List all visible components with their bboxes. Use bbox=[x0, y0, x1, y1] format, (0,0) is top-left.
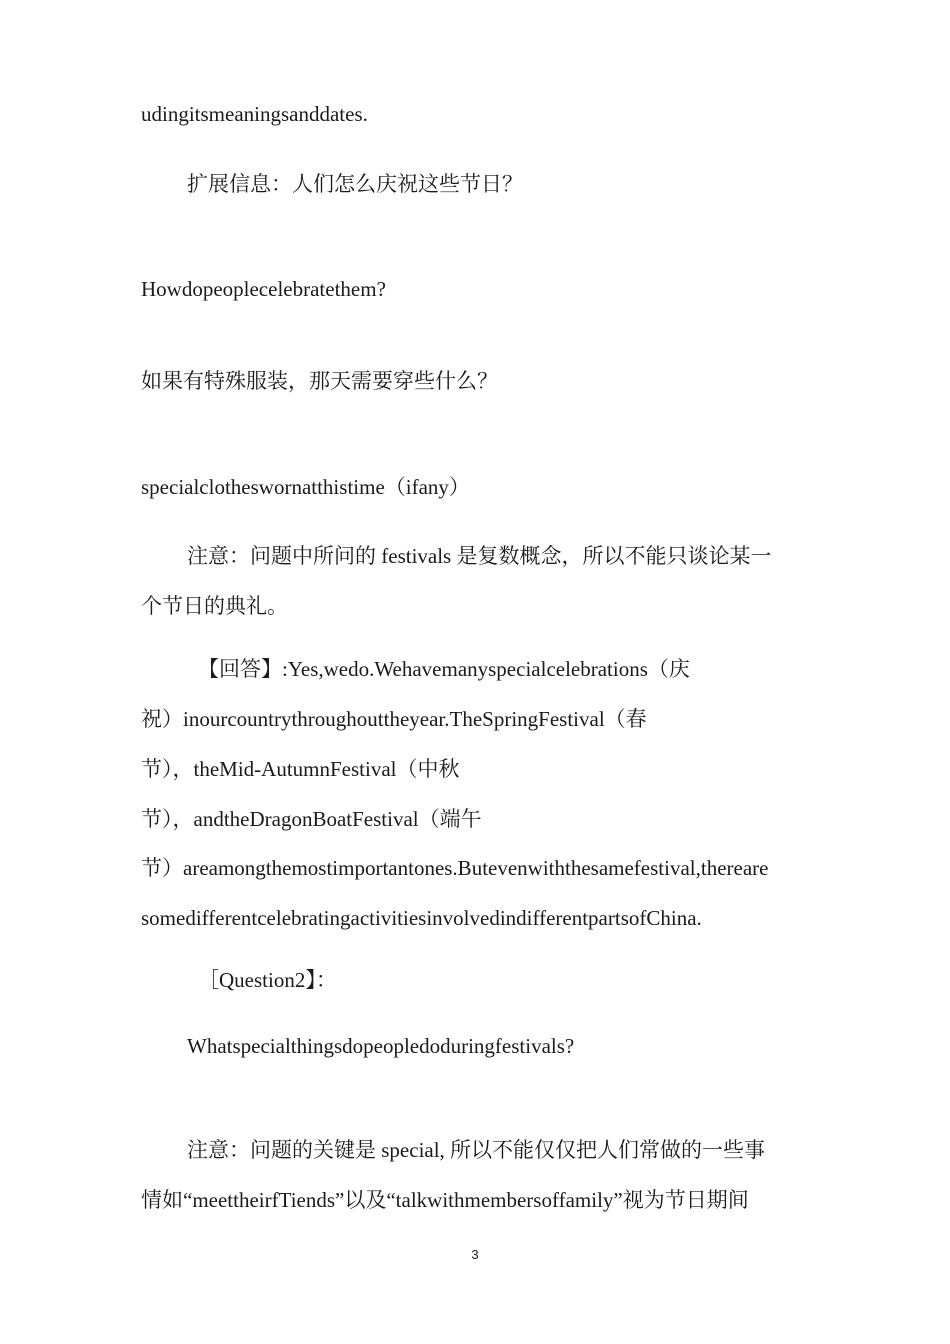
text-line-11: 节），andtheDragonBoatFestival（端午 bbox=[141, 807, 482, 831]
text-line-3: Howdopeoplecelebratethem? bbox=[141, 277, 386, 301]
text-line-13: somedifferentcelebratingactivitiesinvolvedindifferentpartsofChina. bbox=[141, 906, 702, 930]
text-line-15: Whatspecialthingsdopeopledoduringfestivals? bbox=[187, 1034, 575, 1058]
text-line-4: 如果有特殊服装，那天需要穿些什么？ bbox=[141, 369, 498, 393]
text-line-17: 情如“meettheirfTiends”以及“talkwithmembersoffamily”视为节日期间 bbox=[141, 1188, 749, 1212]
text-line-8: 【回答】:Yes,wedo.Wehavemanyspecialcelebrations（庆 bbox=[198, 657, 690, 681]
text-line-12: 节）areamongthemostimportantones.Butevenwiththesamefestival,thereare bbox=[141, 856, 769, 880]
text-line-14: ［Question2】： bbox=[198, 968, 337, 992]
text-line-10: 节），theMid-AutumnFestival（中秋 bbox=[141, 757, 460, 781]
text-line-16: 注意：问题的关键是 special, 所以不能仅仅把人们常做的一些事 bbox=[187, 1138, 766, 1162]
page-number: 3 bbox=[471, 1247, 479, 1262]
text-line-7: 个节日的典礼。 bbox=[141, 594, 288, 618]
text-line-2: 扩展信息：人们怎么庆祝这些节日？ bbox=[187, 172, 523, 196]
text-line-6: 注意：问题中所问的 festivals 是复数概念，所以不能只谈论某一 bbox=[187, 544, 772, 568]
text-line-9: 祝）inourcountrythroughouttheyear.TheSpringFestival（春 bbox=[141, 707, 647, 731]
text-line-5: specialclotheswornatthistime（ifany） bbox=[141, 475, 470, 499]
text-line-1: udingitsmeaningsanddates. bbox=[141, 102, 368, 126]
